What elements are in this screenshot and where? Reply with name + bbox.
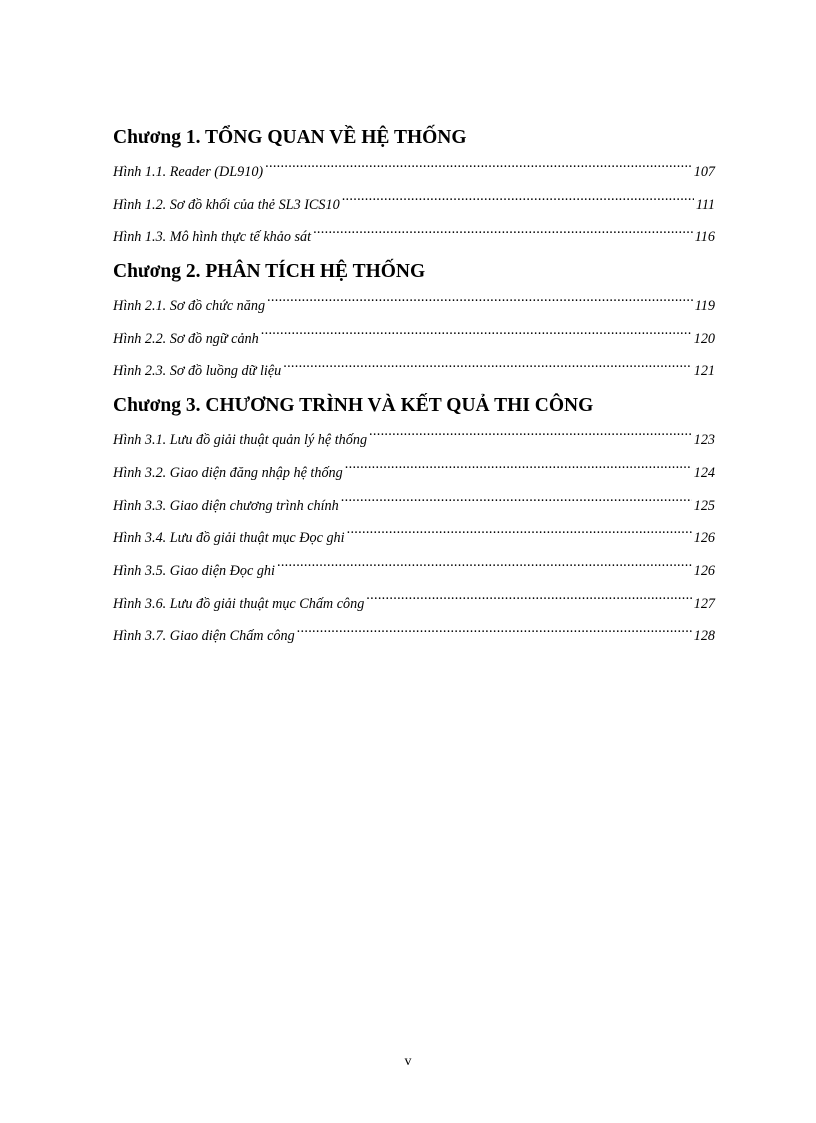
- toc-entry[interactable]: [113, 156, 715, 189]
- toc-entry[interactable]: [113, 355, 715, 388]
- table-of-figures: [113, 120, 715, 653]
- toc-entry[interactable]: [113, 555, 715, 588]
- entry-label: Hình 3.6. Lưu đồ giải thuật mục Chấm công: [113, 595, 365, 612]
- dot-leader: [341, 496, 692, 510]
- toc-entry[interactable]: [113, 290, 715, 323]
- entry-label: Hình 3.3. Giao diện chương trình chính: [113, 497, 339, 514]
- chapter-section: [113, 120, 715, 254]
- entry-page: 126: [693, 562, 715, 579]
- entry-label: Hình 2.2. Sơ đồ ngữ cảnh: [113, 330, 259, 347]
- toc-entry[interactable]: [113, 424, 715, 457]
- entry-page: 127: [693, 595, 715, 612]
- entry-label: Hình 3.7. Giao diện Chấm công: [113, 628, 295, 645]
- dot-leader: [347, 528, 692, 542]
- chapter-section: [113, 254, 715, 388]
- entry-page: 121: [693, 363, 715, 380]
- entry-label: Hình 3.4. Lưu đồ giải thuật mục Đọc ghi: [113, 530, 345, 547]
- chapter-heading: Chương 3. CHƯƠNG TRÌNH VÀ KẾT QUẢ THI CÔNG: [113, 395, 594, 417]
- entry-label: Hình 1.1. Reader (DL910): [113, 164, 264, 180]
- entry-page: 119: [694, 298, 715, 315]
- dot-leader: [345, 463, 692, 477]
- dot-leader: [265, 162, 692, 176]
- toc-entry[interactable]: [113, 457, 715, 490]
- entry-page: 111: [695, 196, 715, 213]
- entry-label: Hình 3.2. Giao diện đăng nhập hệ thống: [113, 464, 343, 481]
- entry-label: Hình 1.3. Mô hình thực tế khảo sát: [113, 229, 312, 246]
- entry-label: Hình 3.5. Giao diện Đọc ghi: [113, 562, 275, 579]
- dot-leader: [277, 561, 692, 575]
- dot-leader: [313, 227, 693, 241]
- page-number: v: [404, 1054, 412, 1069]
- entry-label: Hình 2.3. Sơ đồ luồng dữ liệu: [113, 363, 282, 380]
- entry-label: Hình 1.2. Sơ đồ khối của thẻ SL3 ICS10: [113, 196, 340, 213]
- toc-entry[interactable]: [113, 323, 715, 356]
- toc-entry[interactable]: [113, 490, 715, 523]
- entry-label: Hình 3.1. Lưu đồ giải thuật quản lý hệ thống: [113, 432, 368, 449]
- entry-page: 107: [693, 164, 715, 180]
- dot-leader: [297, 626, 692, 640]
- entry-page: 120: [693, 330, 715, 347]
- entry-page: 123: [693, 432, 715, 449]
- entry-page: 116: [694, 229, 715, 246]
- dot-leader: [366, 594, 691, 608]
- toc-entry[interactable]: [113, 588, 715, 621]
- toc-entry[interactable]: [113, 221, 715, 254]
- entry-page: 126: [693, 530, 715, 547]
- entry-page: 128: [693, 628, 715, 645]
- chapter-section: [113, 388, 715, 653]
- dot-leader: [267, 296, 693, 310]
- toc-entry[interactable]: [113, 189, 715, 222]
- toc-entry[interactable]: [113, 522, 715, 555]
- chapter-heading: Chương 1. TỔNG QUAN VỀ HỆ THỐNG: [113, 127, 467, 148]
- dot-leader: [283, 361, 692, 375]
- chapter-heading: Chương 2. PHÂN TÍCH HỆ THỐNG: [113, 261, 426, 283]
- toc-entry[interactable]: [113, 620, 715, 653]
- entry-page: 125: [693, 497, 715, 514]
- dot-leader: [369, 430, 692, 444]
- dot-leader: [342, 195, 694, 209]
- entry-page: 124: [693, 464, 715, 481]
- dot-leader: [261, 329, 692, 343]
- entry-label: Hình 2.1. Sơ đồ chức năng: [113, 298, 266, 315]
